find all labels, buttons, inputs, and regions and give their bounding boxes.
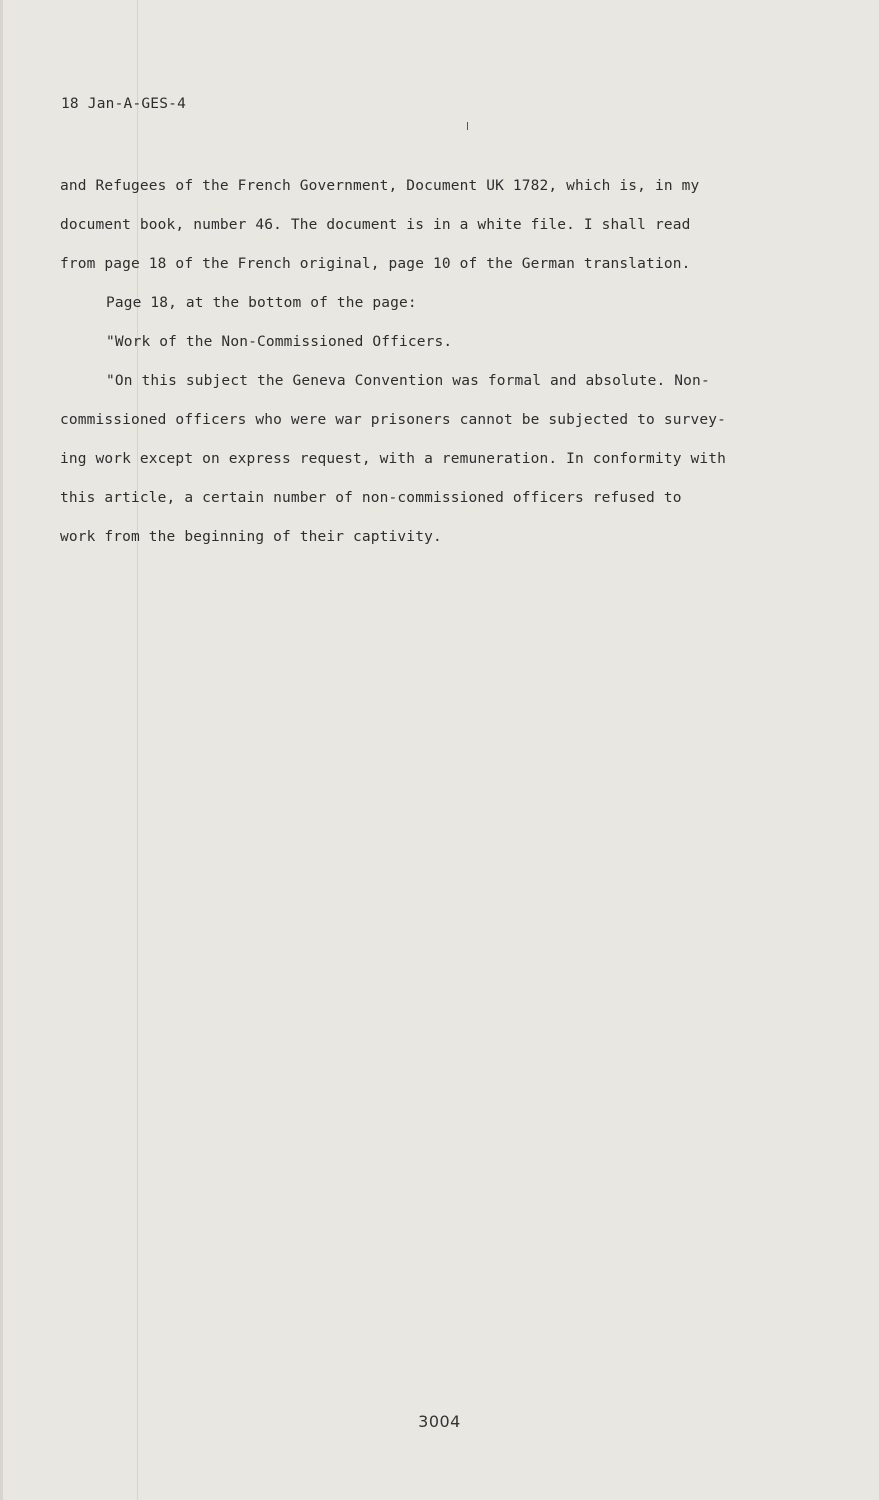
page-left-edge xyxy=(0,0,3,1500)
body-text xyxy=(60,172,800,562)
page-number: 3004 xyxy=(418,1412,461,1431)
text-line: "Work of the Non-Commissioned Officers. xyxy=(106,334,453,350)
stray-typewriter-mark xyxy=(467,122,468,130)
header-reference: 18 Jan-A-GES-4 xyxy=(61,96,187,112)
text-line: and Refugees of the French Government, Document UK 1782, which is, in my xyxy=(60,178,700,194)
text-line: "On this subject the Geneva Convention was formal and absolute. Non- xyxy=(106,373,710,389)
text-line: Page 18, at the bottom of the page: xyxy=(106,295,417,311)
text-line: ing work except on express request, with a remuneration. In conformity with xyxy=(60,451,726,467)
text-line: commissioned officers who were war prisoners cannot be subjected to survey- xyxy=(60,412,726,428)
text-line: from page 18 of the French original, page 10 of the German translation. xyxy=(60,256,691,272)
text-line: document book, number 46. The document is in a white file. I shall read xyxy=(60,217,691,233)
text-line: work from the beginning of their captivity. xyxy=(60,529,442,545)
text-line: this article, a certain number of non-commissioned officers refused to xyxy=(60,490,682,506)
